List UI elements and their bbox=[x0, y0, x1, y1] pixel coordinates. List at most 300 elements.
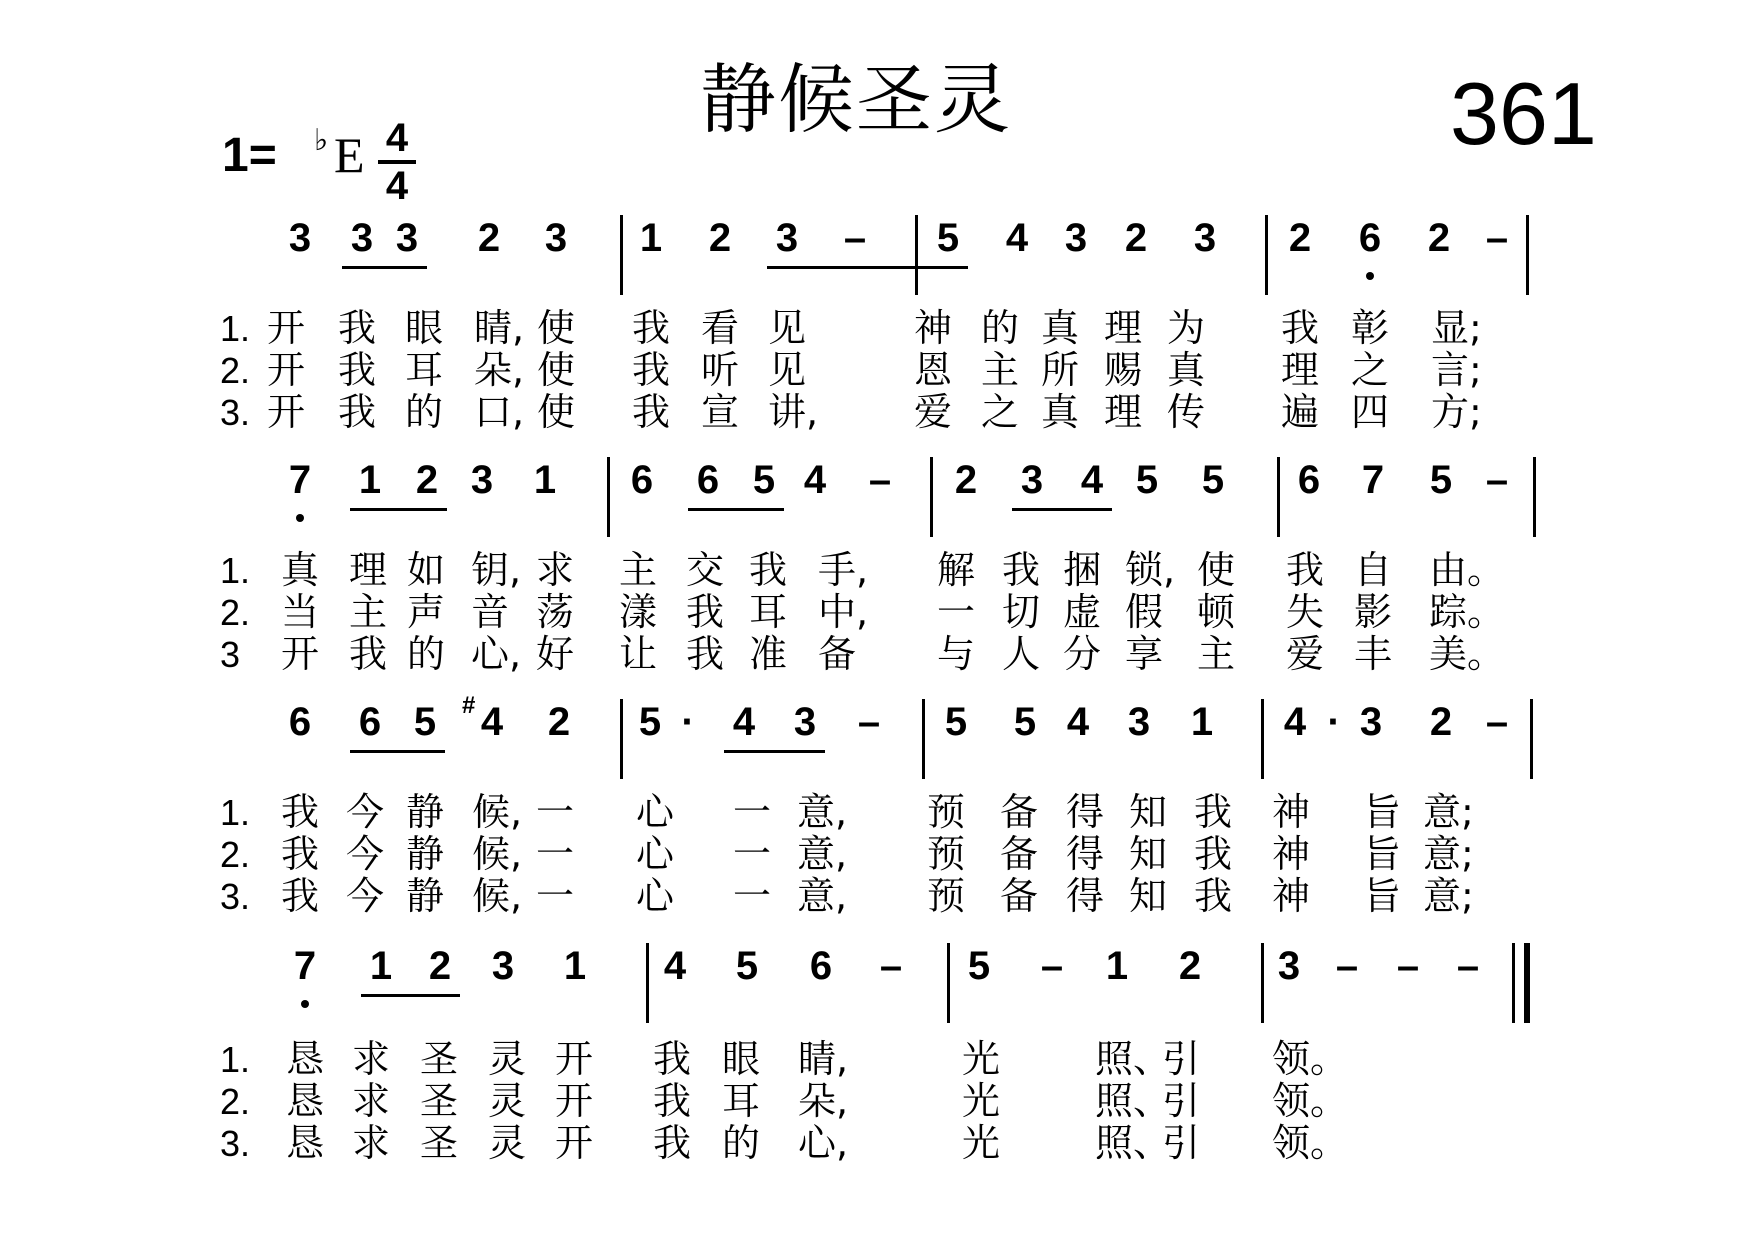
dash-hold: – bbox=[857, 700, 881, 744]
lyric-syllable: 显; bbox=[1431, 306, 1482, 350]
lyric-syllable: 求 bbox=[352, 1121, 391, 1165]
lyric-syllable: 我 bbox=[281, 790, 320, 834]
beam-underline bbox=[724, 750, 825, 753]
lyric-syllable: 中, bbox=[818, 590, 869, 634]
lyric-syllable: 与 bbox=[937, 632, 976, 676]
beam-underline bbox=[1012, 508, 1112, 511]
verse-number: 2. bbox=[220, 592, 251, 633]
hymn-title: 静候圣灵 bbox=[700, 55, 1012, 144]
dash-hold: – bbox=[1040, 944, 1064, 988]
octave-dot-below bbox=[296, 514, 304, 522]
lyric-syllable: 神 bbox=[1272, 874, 1311, 918]
lyric-syllable: 一 bbox=[733, 832, 772, 876]
lyric-syllable: 预 bbox=[927, 790, 966, 834]
lyric-syllable: 眼 bbox=[405, 306, 444, 350]
note: 6 bbox=[358, 700, 382, 744]
lyric-syllable: 朵, bbox=[474, 348, 525, 392]
key-letter: E bbox=[334, 127, 365, 183]
barline bbox=[930, 457, 933, 537]
lyric-syllable: 好 bbox=[536, 632, 575, 676]
lyric-syllable: 静 bbox=[406, 790, 445, 834]
dash-hold: – bbox=[843, 216, 867, 260]
note: 2 bbox=[1427, 216, 1451, 260]
verse-number: 3. bbox=[220, 392, 251, 433]
lyric-syllable: 备 bbox=[1000, 790, 1039, 834]
verse-number: 2. bbox=[220, 1081, 251, 1122]
lyric-syllable: 静 bbox=[406, 832, 445, 876]
lyric-syllable: 我 bbox=[632, 306, 671, 350]
lyric-syllable: 当 bbox=[281, 590, 320, 634]
lyric-syllable: 耳 bbox=[722, 1079, 761, 1123]
lyric-syllable: 得 bbox=[1066, 832, 1105, 876]
lyric-syllable: 捆 bbox=[1063, 548, 1102, 592]
note: 3 bbox=[1193, 216, 1217, 260]
note: 4 bbox=[1066, 700, 1090, 744]
note: 4 bbox=[1005, 216, 1029, 260]
lyric-syllable: 恳 bbox=[286, 1079, 325, 1123]
lyric-syllable: 心, bbox=[471, 632, 522, 676]
lyric-syllable: 睛, bbox=[474, 306, 525, 350]
barline bbox=[620, 699, 623, 779]
barline bbox=[1533, 457, 1536, 537]
lyric-syllable: 一 bbox=[536, 790, 575, 834]
lyric-syllable: 静 bbox=[406, 874, 445, 918]
lyric-syllable: 耳 bbox=[749, 590, 788, 634]
lyric-syllable: 恩 bbox=[914, 348, 953, 392]
lyric-syllable: 遍 bbox=[1281, 390, 1320, 434]
note: 2 bbox=[954, 458, 978, 502]
note: 5 bbox=[936, 216, 960, 260]
lyric-syllable: 的 bbox=[722, 1121, 761, 1165]
lyric-syllable: 一 bbox=[536, 832, 575, 876]
lyric-syllable: 引 bbox=[1162, 1079, 1201, 1123]
note: 3 bbox=[288, 216, 312, 260]
dash-hold: – bbox=[879, 944, 903, 988]
lyric-syllable: 旨 bbox=[1363, 874, 1402, 918]
lyric-syllable: 自 bbox=[1354, 548, 1393, 592]
lyric-syllable: 爱 bbox=[1286, 632, 1325, 676]
lyric-syllable: 光 bbox=[962, 1037, 1001, 1081]
lyric-syllable: 照、 bbox=[1095, 1121, 1172, 1165]
lyric-syllable: 求 bbox=[352, 1079, 391, 1123]
lyric-syllable: 得 bbox=[1066, 790, 1105, 834]
note: 5 bbox=[967, 944, 991, 988]
lyric-syllable: 顿 bbox=[1197, 590, 1236, 634]
lyric-syllable: 美。 bbox=[1429, 632, 1506, 676]
lyric-syllable: 心 bbox=[636, 874, 675, 918]
barline bbox=[1524, 943, 1530, 1023]
note: 1 bbox=[1190, 700, 1214, 744]
lyric-syllable: 心 bbox=[636, 832, 675, 876]
lyric-syllable: 之 bbox=[1351, 348, 1390, 392]
lyric-syllable: 丰 bbox=[1354, 632, 1393, 676]
verse-number: 1. bbox=[220, 792, 251, 833]
barline bbox=[1526, 215, 1529, 295]
lyric-syllable: 开 bbox=[555, 1121, 594, 1165]
note: 3 bbox=[350, 216, 374, 260]
verse-number: 3. bbox=[220, 1123, 251, 1164]
note: 3 bbox=[793, 700, 817, 744]
note: 6 bbox=[1358, 216, 1382, 260]
lyric-syllable: 领。 bbox=[1272, 1037, 1349, 1081]
lyric-syllable: 神 bbox=[914, 306, 953, 350]
lyric-syllable: 音 bbox=[471, 590, 510, 634]
barline bbox=[607, 457, 610, 537]
lyric-syllable: 朵, bbox=[798, 1079, 849, 1123]
lyric-syllable: 影 bbox=[1354, 590, 1393, 634]
lyric-syllable: 开 bbox=[555, 1079, 594, 1123]
note: 1 bbox=[369, 944, 393, 988]
dash-hold: – bbox=[1485, 458, 1509, 502]
dash-hold: – bbox=[1485, 216, 1509, 260]
lyric-syllable: 手, bbox=[818, 548, 869, 592]
lyric-syllable: 解 bbox=[937, 548, 976, 592]
lyric-syllable: 理 bbox=[1104, 390, 1143, 434]
dash-hold: – bbox=[1485, 700, 1509, 744]
lyric-syllable: 我 bbox=[686, 590, 725, 634]
lyric-syllable: 心 bbox=[636, 790, 675, 834]
note: 2 bbox=[1178, 944, 1202, 988]
lyric-syllable: 锁, bbox=[1125, 548, 1176, 592]
note: 5 bbox=[638, 700, 662, 744]
lyric-syllable: 我 bbox=[1194, 832, 1233, 876]
lyric-syllable: 知 bbox=[1129, 790, 1168, 834]
lyric-syllable: 见 bbox=[768, 348, 807, 392]
verse-number: 1. bbox=[220, 308, 251, 349]
note: 4 bbox=[1283, 700, 1307, 744]
barline bbox=[1530, 699, 1533, 779]
lyric-syllable: 我 bbox=[1281, 306, 1320, 350]
lyric-syllable: 真 bbox=[1041, 390, 1080, 434]
lyric-syllable: 我 bbox=[653, 1121, 692, 1165]
lyric-syllable: 意; bbox=[1423, 874, 1474, 918]
lyric-syllable: 我 bbox=[281, 832, 320, 876]
lyric-syllable: 一 bbox=[536, 874, 575, 918]
note: 2 bbox=[1429, 700, 1453, 744]
beam-underline bbox=[361, 994, 460, 997]
note: 3 bbox=[1127, 700, 1151, 744]
lyric-syllable: 候, bbox=[472, 832, 523, 876]
lyric-syllable: 我 bbox=[653, 1079, 692, 1123]
lyric-syllable: 使 bbox=[537, 390, 576, 434]
lyric-syllable: 我 bbox=[686, 632, 725, 676]
lyric-syllable: 我 bbox=[338, 306, 377, 350]
lyric-syllable: 恳 bbox=[286, 1121, 325, 1165]
verse-number: 2. bbox=[220, 834, 251, 875]
note: 3 bbox=[1064, 216, 1088, 260]
lyric-syllable: 灵 bbox=[488, 1079, 527, 1123]
lyric-syllable: 彰 bbox=[1351, 306, 1390, 350]
note: 2 bbox=[1288, 216, 1312, 260]
note: 6 bbox=[630, 458, 654, 502]
lyric-syllable: 理 bbox=[349, 548, 388, 592]
lyric-syllable: 神 bbox=[1272, 790, 1311, 834]
lyric-syllable: 爱 bbox=[914, 390, 953, 434]
lyric-syllable: 圣 bbox=[420, 1037, 459, 1081]
lyric-syllable: 主 bbox=[981, 348, 1020, 392]
lyric-syllable: 踪。 bbox=[1429, 590, 1506, 634]
lyric-syllable: 听 bbox=[701, 348, 740, 392]
note: 3 bbox=[470, 458, 494, 502]
lyric-syllable: 使 bbox=[1197, 548, 1236, 592]
note: 2 bbox=[415, 458, 439, 502]
note: 2 bbox=[547, 700, 571, 744]
lyric-syllable: 失 bbox=[1286, 590, 1325, 634]
lyric-syllable: 开 bbox=[555, 1037, 594, 1081]
note: 5 bbox=[735, 944, 759, 988]
note: 5 bbox=[944, 700, 968, 744]
lyric-syllable: 耳 bbox=[405, 348, 444, 392]
lyric-syllable: 真 bbox=[1167, 348, 1206, 392]
lyric-syllable: 照、 bbox=[1095, 1079, 1172, 1123]
note: 2 bbox=[477, 216, 501, 260]
note: 2 bbox=[428, 944, 452, 988]
lyric-syllable: 交 bbox=[686, 548, 725, 592]
lyric-syllable: 使 bbox=[537, 306, 576, 350]
time-denominator: 4 bbox=[385, 164, 409, 208]
lyric-syllable: 一 bbox=[733, 874, 772, 918]
note: 5 bbox=[1013, 700, 1037, 744]
note: 4 bbox=[480, 700, 504, 744]
note: 3 bbox=[1020, 458, 1044, 502]
lyric-syllable: 圣 bbox=[420, 1079, 459, 1123]
barline bbox=[947, 943, 950, 1023]
lyric-syllable: 分 bbox=[1063, 632, 1102, 676]
dash-hold: – bbox=[868, 458, 892, 502]
lyric-syllable: 传 bbox=[1167, 390, 1206, 434]
note: 3 bbox=[544, 216, 568, 260]
lyric-syllable: 灵 bbox=[488, 1037, 527, 1081]
lyric-syllable: 意, bbox=[797, 832, 848, 876]
lyric-syllable: 看 bbox=[701, 306, 740, 350]
note: 1 bbox=[639, 216, 663, 260]
barline bbox=[1261, 943, 1264, 1023]
lyric-syllable: 虚 bbox=[1063, 590, 1102, 634]
note: 6 bbox=[809, 944, 833, 988]
lyric-syllable: 我 bbox=[749, 548, 788, 592]
note: 4 bbox=[663, 944, 687, 988]
note: 5 bbox=[1135, 458, 1159, 502]
note: 1 bbox=[1105, 944, 1129, 988]
lyric-syllable: 领。 bbox=[1272, 1079, 1349, 1123]
lyric-syllable: 照、 bbox=[1095, 1037, 1172, 1081]
lyric-syllable: 开 bbox=[267, 306, 306, 350]
augmentation-dot: · bbox=[1327, 700, 1341, 744]
lyric-syllable: 今 bbox=[346, 790, 385, 834]
lyric-syllable: 让 bbox=[619, 632, 658, 676]
lyric-syllable: 宣 bbox=[701, 390, 740, 434]
verse-number: 2. bbox=[220, 350, 251, 391]
lyric-syllable: 我 bbox=[632, 390, 671, 434]
lyric-syllable: 真 bbox=[281, 548, 320, 592]
note: 3 bbox=[1359, 700, 1383, 744]
barline bbox=[1261, 699, 1264, 779]
note: 3 bbox=[395, 216, 419, 260]
lyric-syllable: 我 bbox=[338, 348, 377, 392]
flat-sign: ♭ bbox=[314, 123, 329, 158]
lyric-syllable: 我 bbox=[349, 632, 388, 676]
note: 6 bbox=[696, 458, 720, 502]
verse-number: 3. bbox=[220, 876, 251, 917]
lyric-syllable: 之 bbox=[981, 390, 1020, 434]
lyric-syllable: 讲, bbox=[768, 390, 819, 434]
note: 5 bbox=[752, 458, 776, 502]
lyric-syllable: 主 bbox=[1197, 632, 1236, 676]
lyric-syllable: 圣 bbox=[420, 1121, 459, 1165]
octave-dot-below bbox=[1366, 272, 1374, 280]
lyric-syllable: 我 bbox=[281, 874, 320, 918]
lyric-syllable: 方; bbox=[1431, 390, 1482, 434]
lyric-syllable: 领。 bbox=[1272, 1121, 1349, 1165]
lyric-syllable: 开 bbox=[267, 348, 306, 392]
lyric-syllable: 光 bbox=[962, 1079, 1001, 1123]
lyric-syllable: 漾 bbox=[619, 590, 658, 634]
lyric-syllable: 理 bbox=[1104, 306, 1143, 350]
hymn-number: 361 bbox=[1450, 64, 1597, 163]
lyric-syllable: 使 bbox=[537, 348, 576, 392]
lyric-syllable: 得 bbox=[1066, 874, 1105, 918]
lyric-syllable: 人 bbox=[1002, 632, 1041, 676]
lyric-syllable: 意; bbox=[1423, 790, 1474, 834]
lyric-syllable: 切 bbox=[1002, 590, 1041, 634]
lyric-syllable: 为 bbox=[1167, 306, 1206, 350]
lyric-syllable: 主 bbox=[619, 548, 658, 592]
lyric-syllable: 如 bbox=[407, 548, 446, 592]
barline bbox=[1277, 457, 1280, 537]
lyric-syllable: 我 bbox=[653, 1037, 692, 1081]
lyric-syllable: 神 bbox=[1272, 832, 1311, 876]
lyric-syllable: 意, bbox=[797, 790, 848, 834]
note: 5 bbox=[1201, 458, 1225, 502]
note: 2 bbox=[708, 216, 732, 260]
lyric-syllable: 预 bbox=[927, 874, 966, 918]
lyric-syllable: 一 bbox=[937, 590, 976, 634]
lyric-syllable: 赐 bbox=[1104, 348, 1143, 392]
note: 4 bbox=[1080, 458, 1104, 502]
note: 6 bbox=[1297, 458, 1321, 502]
lyric-syllable: 的 bbox=[405, 390, 444, 434]
lyric-syllable: 备 bbox=[818, 632, 857, 676]
lyric-syllable: 的 bbox=[981, 306, 1020, 350]
sharp-sign: # bbox=[462, 692, 476, 719]
verse-number: 1. bbox=[220, 550, 251, 591]
note: 7 bbox=[1361, 458, 1385, 502]
lyric-syllable: 候, bbox=[472, 790, 523, 834]
lyric-syllable: 旨 bbox=[1363, 832, 1402, 876]
note: 3 bbox=[775, 216, 799, 260]
lyric-syllable: 我 bbox=[338, 390, 377, 434]
barline bbox=[915, 215, 918, 295]
lyric-syllable: 知 bbox=[1129, 874, 1168, 918]
dash-hold: – bbox=[1335, 944, 1359, 988]
lyric-syllable: 真 bbox=[1041, 306, 1080, 350]
time-numerator: 4 bbox=[385, 116, 409, 160]
note: 3 bbox=[491, 944, 515, 988]
key-do: 1= bbox=[222, 129, 277, 182]
lyric-syllable: 光 bbox=[962, 1121, 1001, 1165]
note: 4 bbox=[732, 700, 756, 744]
lyric-syllable: 准 bbox=[749, 632, 788, 676]
lyric-syllable: 候, bbox=[472, 874, 523, 918]
barline bbox=[922, 699, 925, 779]
lyric-syllable: 今 bbox=[346, 832, 385, 876]
lyric-syllable: 备 bbox=[1000, 832, 1039, 876]
lyric-syllable: 开 bbox=[267, 390, 306, 434]
note: 6 bbox=[288, 700, 312, 744]
octave-dot-below bbox=[301, 1000, 309, 1008]
lyric-syllable: 我 bbox=[1194, 874, 1233, 918]
note: 1 bbox=[533, 458, 557, 502]
verse-number: 1. bbox=[220, 1039, 251, 1080]
lyric-syllable: 引 bbox=[1162, 1037, 1201, 1081]
beam-underline bbox=[350, 750, 445, 753]
barline bbox=[620, 215, 623, 295]
lyric-syllable: 求 bbox=[352, 1037, 391, 1081]
lyric-syllable: 预 bbox=[927, 832, 966, 876]
barline bbox=[1265, 215, 1268, 295]
lyric-syllable: 心, bbox=[798, 1121, 849, 1165]
lyric-syllable: 我 bbox=[1194, 790, 1233, 834]
beam-underline bbox=[342, 266, 427, 269]
dash-hold: – bbox=[1396, 944, 1420, 988]
lyric-syllable: 意; bbox=[1423, 832, 1474, 876]
lyric-syllable: 备 bbox=[1000, 874, 1039, 918]
lyric-syllable: 一 bbox=[733, 790, 772, 834]
dash-hold: – bbox=[1456, 944, 1480, 988]
lyric-syllable: 知 bbox=[1129, 832, 1168, 876]
lyric-syllable: 我 bbox=[1286, 548, 1325, 592]
lyric-syllable: 我 bbox=[1002, 548, 1041, 592]
lyric-syllable: 主 bbox=[349, 590, 388, 634]
barline bbox=[1512, 943, 1515, 1023]
lyric-syllable: 言; bbox=[1431, 348, 1482, 392]
lyric-syllable: 四 bbox=[1351, 390, 1390, 434]
beam-underline bbox=[767, 266, 968, 269]
lyric-syllable: 引 bbox=[1162, 1121, 1201, 1165]
lyric-syllable: 由。 bbox=[1429, 548, 1506, 592]
lyric-syllable: 我 bbox=[632, 348, 671, 392]
note: 7 bbox=[293, 944, 317, 988]
note: 1 bbox=[358, 458, 382, 502]
lyric-syllable: 今 bbox=[346, 874, 385, 918]
note: 1 bbox=[563, 944, 587, 988]
lyric-syllable: 恳 bbox=[286, 1037, 325, 1081]
note: 7 bbox=[288, 458, 312, 502]
lyric-syllable: 所 bbox=[1041, 348, 1080, 392]
note: 2 bbox=[1124, 216, 1148, 260]
lyric-syllable: 享 bbox=[1125, 632, 1164, 676]
lyric-syllable: 开 bbox=[281, 632, 320, 676]
note: 3 bbox=[1277, 944, 1301, 988]
augmentation-dot: · bbox=[681, 700, 695, 744]
lyric-syllable: 假 bbox=[1125, 590, 1164, 634]
lyric-syllable: 见 bbox=[768, 306, 807, 350]
lyric-syllable: 眼 bbox=[722, 1037, 761, 1081]
lyric-syllable: 的 bbox=[407, 632, 446, 676]
lyric-syllable: 意, bbox=[797, 874, 848, 918]
beam-underline bbox=[688, 508, 784, 511]
note: 5 bbox=[413, 700, 437, 744]
lyric-syllable: 口, bbox=[474, 390, 525, 434]
note: 4 bbox=[803, 458, 827, 502]
beam-underline bbox=[350, 508, 447, 511]
barline bbox=[646, 943, 649, 1023]
lyric-syllable: 睛, bbox=[798, 1037, 849, 1081]
verse-number: 3 bbox=[220, 634, 241, 675]
lyric-syllable: 求 bbox=[536, 548, 575, 592]
lyric-syllable: 旨 bbox=[1363, 790, 1402, 834]
lyric-syllable: 声 bbox=[407, 590, 446, 634]
